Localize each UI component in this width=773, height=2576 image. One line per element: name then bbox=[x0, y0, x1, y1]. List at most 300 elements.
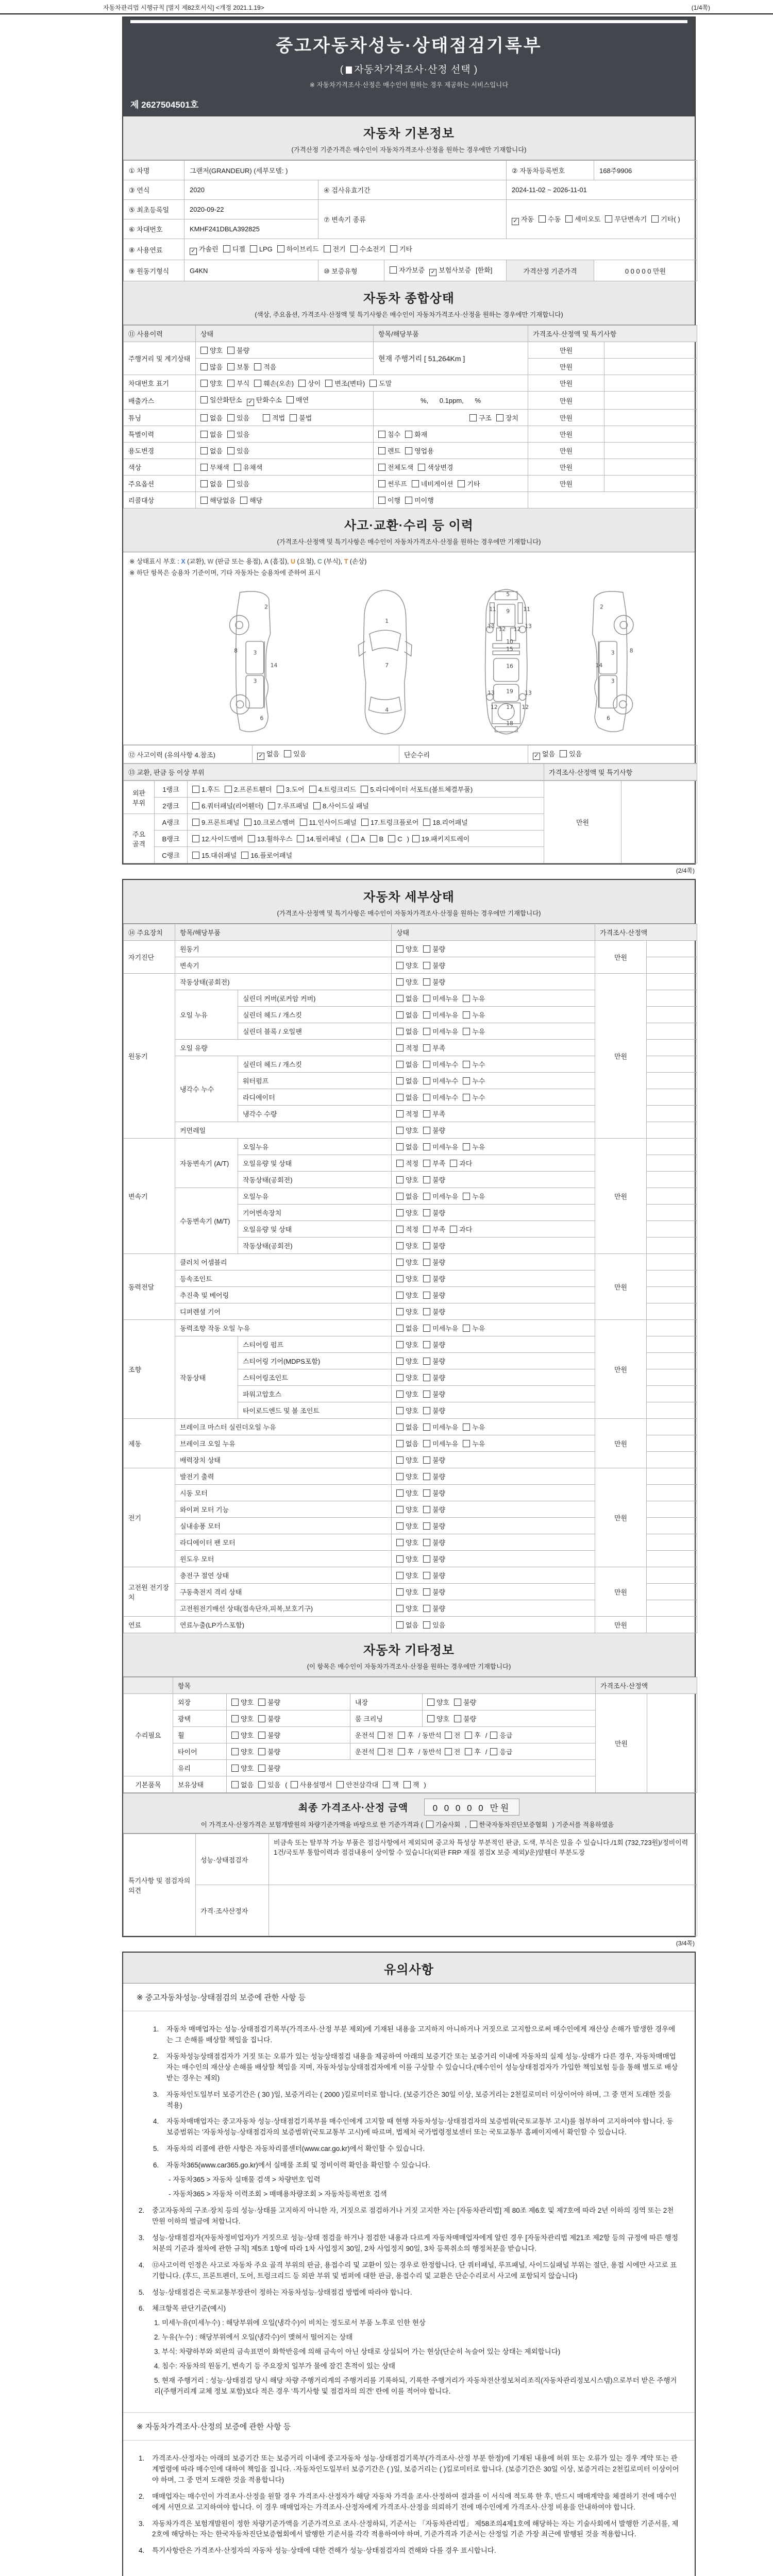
checkbox-icon[interactable] bbox=[396, 1506, 404, 1513]
checkbox-option[interactable] bbox=[254, 362, 276, 371]
checkbox-icon[interactable] bbox=[423, 1555, 430, 1563]
checkbox-icon[interactable] bbox=[423, 1391, 430, 1398]
checkbox-icon[interactable] bbox=[423, 1110, 430, 1117]
checkbox-icon[interactable] bbox=[396, 978, 404, 986]
checkbox-icon[interactable] bbox=[423, 1044, 430, 1052]
checkbox-icon[interactable] bbox=[463, 1094, 470, 1101]
checkbox-icon[interactable] bbox=[396, 1440, 404, 1447]
checkbox-option[interactable] bbox=[427, 1714, 449, 1723]
checkbox-icon[interactable] bbox=[192, 852, 199, 859]
checkbox-icon[interactable] bbox=[396, 945, 404, 953]
checkbox-option[interactable] bbox=[192, 834, 243, 843]
checkbox-option[interactable] bbox=[396, 944, 418, 954]
checkbox-option[interactable] bbox=[240, 495, 262, 505]
checkbox-option[interactable] bbox=[369, 378, 392, 388]
checkbox-option[interactable] bbox=[396, 1356, 418, 1366]
checkbox-icon[interactable] bbox=[390, 266, 397, 274]
checkbox-option[interactable] bbox=[423, 1175, 445, 1184]
checkbox-icon[interactable] bbox=[378, 480, 385, 487]
checkbox-option[interactable] bbox=[396, 1010, 418, 1020]
checkbox-option[interactable] bbox=[313, 801, 369, 810]
checkbox-option[interactable] bbox=[324, 244, 346, 253]
checkbox-icon[interactable] bbox=[423, 1292, 430, 1299]
checkbox-icon[interactable] bbox=[396, 1588, 404, 1596]
checkbox-option[interactable] bbox=[396, 1043, 418, 1053]
checkbox-option[interactable] bbox=[423, 960, 445, 970]
checkbox-icon[interactable] bbox=[241, 852, 248, 859]
checkbox-option[interactable] bbox=[396, 1109, 418, 1118]
checkbox-option[interactable] bbox=[496, 413, 518, 422]
checkbox-option[interactable] bbox=[423, 1356, 445, 1366]
checkbox-option[interactable] bbox=[463, 1142, 485, 1151]
checkbox-icon[interactable] bbox=[396, 1044, 404, 1052]
checkbox-option[interactable] bbox=[231, 1697, 254, 1707]
checkbox-option[interactable] bbox=[423, 944, 445, 954]
checkbox-option[interactable] bbox=[423, 1488, 445, 1498]
checkbox-icon[interactable] bbox=[284, 750, 291, 757]
checkbox-option[interactable] bbox=[396, 1537, 418, 1547]
checkbox-option[interactable] bbox=[463, 1438, 485, 1448]
checkbox-icon[interactable] bbox=[396, 1407, 404, 1414]
checkbox-option[interactable] bbox=[337, 1780, 378, 1789]
checkbox-option[interactable] bbox=[463, 993, 485, 1003]
checkbox-option[interactable] bbox=[605, 214, 647, 224]
checkbox-option[interactable] bbox=[423, 1554, 445, 1564]
checkbox-icon[interactable] bbox=[231, 1748, 239, 1755]
checkbox-icon[interactable] bbox=[325, 380, 332, 387]
checkbox-icon[interactable] bbox=[423, 978, 430, 986]
checkbox-option[interactable] bbox=[463, 1010, 485, 1020]
checkbox-option[interactable] bbox=[225, 784, 272, 794]
checkbox-icon[interactable] bbox=[396, 995, 404, 1002]
checkbox-icon[interactable] bbox=[396, 1391, 404, 1398]
checkbox-icon[interactable] bbox=[423, 1275, 430, 1282]
checkbox-option[interactable] bbox=[427, 1697, 449, 1707]
checkbox-option[interactable] bbox=[423, 1158, 445, 1168]
checkbox-icon[interactable] bbox=[231, 1699, 239, 1706]
checkbox-icon[interactable] bbox=[200, 380, 208, 387]
checkbox-option[interactable] bbox=[263, 413, 285, 422]
checkbox-icon[interactable] bbox=[396, 1160, 404, 1167]
checkbox-option[interactable] bbox=[450, 1158, 472, 1168]
checkbox-option[interactable] bbox=[291, 1780, 332, 1789]
checkbox-option[interactable] bbox=[227, 479, 249, 488]
checkbox-icon[interactable] bbox=[254, 363, 261, 370]
checkbox-option[interactable] bbox=[234, 462, 263, 472]
checkbox-icon[interactable] bbox=[423, 1358, 430, 1365]
checkbox-option[interactable] bbox=[325, 378, 365, 388]
checkbox-icon[interactable] bbox=[244, 819, 251, 826]
checkbox-icon[interactable] bbox=[396, 1193, 404, 1200]
checkbox-option[interactable] bbox=[423, 1307, 445, 1316]
checkbox-option[interactable] bbox=[423, 993, 458, 1003]
checkbox-icon[interactable] bbox=[297, 835, 304, 842]
checkbox-icon[interactable] bbox=[463, 1077, 470, 1084]
checkbox-option[interactable] bbox=[223, 244, 245, 253]
checkbox-option[interactable] bbox=[398, 1730, 414, 1740]
checkbox-option[interactable] bbox=[463, 1323, 485, 1333]
checkbox-option[interactable] bbox=[192, 850, 237, 860]
checkbox-option[interactable] bbox=[423, 1290, 445, 1300]
checkbox-option[interactable] bbox=[231, 1714, 254, 1723]
checkbox-icon[interactable] bbox=[565, 215, 573, 223]
checkbox-option[interactable] bbox=[200, 345, 223, 355]
checkbox-icon[interactable]: ✓ bbox=[190, 248, 197, 255]
checkbox-icon[interactable] bbox=[450, 1160, 457, 1167]
checkbox-option[interactable] bbox=[192, 784, 220, 794]
checkbox-icon[interactable] bbox=[227, 414, 234, 421]
checkbox-option[interactable] bbox=[290, 413, 312, 422]
checkbox-option[interactable] bbox=[200, 446, 223, 455]
checkbox-option[interactable] bbox=[258, 1780, 280, 1789]
checkbox-icon[interactable] bbox=[258, 1715, 265, 1722]
checkbox-icon[interactable] bbox=[396, 1456, 404, 1464]
checkbox-icon[interactable] bbox=[324, 245, 331, 252]
checkbox-icon[interactable] bbox=[423, 1473, 430, 1480]
checkbox-icon[interactable] bbox=[423, 1325, 430, 1332]
checkbox-icon[interactable] bbox=[396, 1358, 404, 1365]
checkbox-icon[interactable] bbox=[227, 363, 234, 370]
checkbox-icon[interactable] bbox=[192, 835, 199, 842]
checkbox-icon[interactable] bbox=[396, 1077, 404, 1084]
checkbox-icon[interactable] bbox=[396, 1226, 404, 1233]
checkbox-icon[interactable] bbox=[351, 835, 359, 842]
checkbox-option[interactable] bbox=[370, 835, 384, 843]
checkbox-icon[interactable] bbox=[396, 1061, 404, 1068]
checkbox-option[interactable] bbox=[258, 1714, 280, 1723]
checkbox-option[interactable] bbox=[423, 1504, 445, 1514]
checkbox-option[interactable] bbox=[297, 834, 341, 843]
checkbox-option[interactable] bbox=[463, 1076, 485, 1086]
checkbox-option[interactable] bbox=[396, 1026, 418, 1036]
checkbox-icon[interactable] bbox=[290, 414, 297, 421]
checkbox-icon[interactable] bbox=[396, 1094, 404, 1101]
checkbox-icon[interactable] bbox=[263, 414, 270, 421]
checkbox-icon[interactable] bbox=[423, 1127, 430, 1134]
checkbox-icon[interactable] bbox=[254, 380, 261, 387]
checkbox-option[interactable] bbox=[423, 1092, 458, 1102]
checkbox-icon[interactable] bbox=[445, 1748, 452, 1755]
checkbox-option[interactable] bbox=[465, 1747, 481, 1756]
checkbox-option[interactable] bbox=[396, 1372, 418, 1382]
checkbox-icon[interactable] bbox=[277, 245, 284, 252]
checkbox-icon[interactable] bbox=[496, 414, 503, 421]
checkbox-icon[interactable] bbox=[463, 1143, 470, 1150]
checkbox-option[interactable] bbox=[396, 1224, 418, 1234]
checkbox-option[interactable] bbox=[396, 1422, 418, 1432]
checkbox-icon[interactable] bbox=[463, 1423, 470, 1431]
checkbox-icon[interactable] bbox=[423, 1011, 430, 1019]
checkbox-option[interactable] bbox=[423, 1010, 458, 1020]
checkbox-option[interactable] bbox=[396, 1257, 418, 1267]
checkbox-option[interactable] bbox=[423, 1521, 445, 1531]
checkbox-icon[interactable] bbox=[405, 431, 412, 438]
checkbox-option[interactable] bbox=[396, 977, 418, 987]
checkbox-icon[interactable] bbox=[427, 1715, 434, 1722]
checkbox-option[interactable] bbox=[227, 362, 249, 371]
checkbox-option[interactable] bbox=[423, 1043, 445, 1053]
checkbox-option[interactable] bbox=[423, 1372, 445, 1382]
checkbox-icon[interactable] bbox=[258, 1765, 265, 1772]
checkbox-option[interactable] bbox=[423, 1422, 458, 1432]
checkbox-icon[interactable] bbox=[227, 347, 234, 354]
checkbox-option[interactable] bbox=[277, 784, 305, 794]
checkbox-icon[interactable] bbox=[463, 995, 470, 1002]
checkbox-option[interactable] bbox=[388, 835, 402, 843]
checkbox-icon[interactable]: ✓ bbox=[512, 218, 519, 225]
checkbox-option[interactable] bbox=[396, 1059, 418, 1069]
checkbox-option[interactable] bbox=[396, 1208, 418, 1217]
checkbox-option[interactable] bbox=[227, 446, 249, 455]
checkbox-icon[interactable] bbox=[396, 1341, 404, 1348]
checkbox-option[interactable] bbox=[396, 993, 418, 1003]
checkbox-option[interactable] bbox=[539, 214, 561, 224]
checkbox-icon[interactable] bbox=[200, 464, 208, 471]
checkbox-option[interactable] bbox=[350, 244, 385, 253]
checkbox-option[interactable] bbox=[398, 1747, 414, 1756]
checkbox-icon[interactable] bbox=[240, 497, 247, 504]
checkbox-icon[interactable] bbox=[423, 1193, 430, 1200]
checkbox-icon[interactable] bbox=[412, 480, 419, 487]
checkbox-icon[interactable] bbox=[445, 1732, 452, 1739]
checkbox-option[interactable] bbox=[361, 817, 418, 827]
checkbox-option[interactable] bbox=[396, 1191, 418, 1201]
checkbox-icon[interactable] bbox=[378, 464, 385, 471]
checkbox-option[interactable] bbox=[454, 1697, 476, 1707]
checkbox-icon[interactable] bbox=[396, 1473, 404, 1480]
checkbox-icon[interactable] bbox=[227, 480, 234, 487]
checkbox-icon[interactable]: ✓ bbox=[429, 269, 436, 276]
checkbox-option[interactable] bbox=[258, 1763, 280, 1773]
checkbox-icon[interactable] bbox=[450, 1226, 457, 1233]
checkbox-option[interactable] bbox=[450, 1224, 472, 1234]
checkbox-option[interactable] bbox=[412, 834, 469, 843]
checkbox-icon[interactable] bbox=[378, 431, 385, 438]
checkbox-option[interactable] bbox=[396, 1158, 418, 1168]
checkbox-option[interactable] bbox=[254, 378, 294, 388]
checkbox-option[interactable] bbox=[423, 1026, 458, 1036]
checkbox-option[interactable] bbox=[250, 245, 273, 253]
checkbox-option[interactable] bbox=[396, 1175, 418, 1184]
checkbox-option[interactable] bbox=[412, 479, 453, 488]
checkbox-icon[interactable] bbox=[192, 802, 199, 809]
checkbox-icon[interactable] bbox=[469, 414, 477, 421]
checkbox-icon[interactable] bbox=[378, 1732, 385, 1739]
checkbox-icon[interactable] bbox=[458, 480, 465, 487]
checkbox-option[interactable] bbox=[463, 1092, 485, 1102]
checkbox-icon[interactable] bbox=[463, 1028, 470, 1035]
checkbox-icon[interactable] bbox=[423, 1242, 430, 1249]
checkbox-icon[interactable] bbox=[277, 786, 284, 793]
checkbox-icon[interactable] bbox=[463, 1440, 470, 1447]
checkbox-option[interactable] bbox=[378, 446, 400, 455]
checkbox-option[interactable] bbox=[423, 817, 467, 827]
checkbox-option[interactable] bbox=[361, 784, 473, 794]
checkbox-option[interactable] bbox=[423, 977, 445, 987]
checkbox-icon[interactable] bbox=[396, 1423, 404, 1431]
checkbox-option[interactable] bbox=[454, 1714, 476, 1723]
checkbox-icon[interactable] bbox=[398, 1748, 405, 1755]
checkbox-icon[interactable] bbox=[369, 380, 377, 387]
checkbox-option[interactable] bbox=[423, 1224, 445, 1234]
checkbox-icon[interactable] bbox=[412, 835, 419, 842]
checkbox-option[interactable] bbox=[396, 1620, 418, 1630]
checkbox-icon[interactable] bbox=[423, 1374, 430, 1381]
checkbox-option[interactable] bbox=[241, 850, 292, 860]
checkbox-icon[interactable] bbox=[463, 1193, 470, 1200]
checkbox-option[interactable] bbox=[423, 1109, 445, 1118]
checkbox-option[interactable] bbox=[396, 960, 418, 970]
checkbox-icon[interactable] bbox=[490, 1748, 497, 1755]
checkbox-option[interactable] bbox=[463, 1422, 485, 1432]
checkbox-option[interactable] bbox=[396, 1340, 418, 1349]
checkbox-icon[interactable] bbox=[427, 1699, 434, 1706]
checkbox-icon[interactable] bbox=[268, 802, 275, 809]
checkbox-icon[interactable] bbox=[465, 1748, 472, 1755]
checkbox-icon[interactable] bbox=[383, 1781, 390, 1788]
checkbox-option[interactable] bbox=[396, 1323, 418, 1333]
checkbox-icon[interactable] bbox=[423, 945, 430, 953]
checkbox-icon[interactable] bbox=[378, 1748, 385, 1755]
checkbox-option[interactable] bbox=[490, 1747, 512, 1756]
checkbox-option[interactable] bbox=[277, 244, 319, 253]
checkbox-icon[interactable] bbox=[423, 1539, 430, 1546]
checkbox-icon[interactable] bbox=[361, 786, 368, 793]
checkbox-option[interactable] bbox=[227, 345, 249, 355]
checkbox-option[interactable] bbox=[258, 1730, 280, 1740]
checkbox-option[interactable] bbox=[396, 1438, 418, 1448]
checkbox-icon[interactable] bbox=[223, 245, 230, 252]
checkbox-icon[interactable] bbox=[405, 497, 412, 504]
checkbox-icon[interactable] bbox=[423, 1572, 430, 1579]
checkbox-icon[interactable] bbox=[396, 1325, 404, 1332]
checkbox-icon[interactable] bbox=[423, 1077, 430, 1084]
checkbox-icon[interactable] bbox=[291, 1781, 298, 1788]
checkbox-icon[interactable] bbox=[404, 1781, 411, 1788]
checkbox-option[interactable] bbox=[190, 244, 219, 255]
checkbox-option[interactable] bbox=[396, 1241, 418, 1250]
checkbox-icon[interactable] bbox=[388, 835, 395, 842]
checkbox-icon[interactable] bbox=[258, 1781, 265, 1788]
checkbox-option[interactable] bbox=[231, 1780, 254, 1789]
checkbox-option[interactable] bbox=[463, 1191, 485, 1201]
checkbox-option[interactable] bbox=[383, 1780, 399, 1789]
checkbox-icon[interactable] bbox=[396, 1143, 404, 1150]
checkbox-option[interactable] bbox=[423, 1587, 445, 1597]
checkbox-option[interactable] bbox=[378, 1747, 394, 1756]
checkbox-icon[interactable] bbox=[418, 464, 425, 471]
checkbox-icon[interactable] bbox=[227, 447, 234, 454]
checkbox-option[interactable] bbox=[405, 446, 434, 455]
checkbox-option[interactable] bbox=[231, 1730, 254, 1740]
checkbox-option[interactable] bbox=[423, 1537, 445, 1547]
checkbox-option[interactable] bbox=[396, 1587, 418, 1597]
checkbox-option[interactable] bbox=[423, 1438, 458, 1448]
checkbox-icon[interactable] bbox=[463, 1011, 470, 1019]
checkbox-icon[interactable] bbox=[396, 1489, 404, 1497]
checkbox-icon[interactable] bbox=[454, 1715, 461, 1722]
checkbox-icon[interactable] bbox=[405, 447, 412, 454]
checkbox-icon[interactable] bbox=[396, 1242, 404, 1249]
checkbox-icon[interactable] bbox=[605, 215, 612, 223]
checkbox-option[interactable] bbox=[396, 1389, 418, 1399]
checkbox-option[interactable] bbox=[200, 413, 223, 422]
checkbox-icon[interactable] bbox=[396, 1275, 404, 1282]
checkbox-icon[interactable] bbox=[396, 1605, 404, 1612]
checkbox-icon[interactable] bbox=[396, 1572, 404, 1579]
checkbox-icon[interactable] bbox=[313, 802, 321, 809]
checkbox-icon[interactable] bbox=[396, 962, 404, 969]
checkbox-option[interactable] bbox=[378, 1730, 394, 1740]
checkbox-icon[interactable] bbox=[370, 835, 377, 842]
checkbox-icon[interactable] bbox=[396, 1292, 404, 1299]
checkbox-option[interactable] bbox=[463, 1026, 485, 1036]
checkbox-option[interactable] bbox=[200, 362, 223, 371]
checkbox-icon[interactable] bbox=[350, 245, 358, 252]
checkbox-option[interactable] bbox=[284, 749, 306, 758]
checkbox-icon[interactable] bbox=[396, 1522, 404, 1530]
checkbox-icon[interactable] bbox=[423, 1456, 430, 1464]
checkbox-option[interactable] bbox=[396, 1488, 418, 1498]
checkbox-icon[interactable] bbox=[539, 215, 546, 223]
checkbox-option[interactable] bbox=[378, 495, 400, 505]
checkbox-option[interactable] bbox=[396, 1125, 418, 1135]
checkbox-option[interactable] bbox=[426, 1820, 460, 1829]
checkbox-icon[interactable] bbox=[423, 1226, 430, 1233]
checkbox-option[interactable] bbox=[396, 1290, 418, 1300]
checkbox-icon[interactable] bbox=[423, 962, 430, 969]
checkbox-option[interactable] bbox=[396, 1092, 418, 1102]
checkbox-icon[interactable] bbox=[423, 1341, 430, 1348]
checkbox-icon[interactable] bbox=[234, 464, 241, 471]
checkbox-option[interactable] bbox=[396, 1455, 418, 1465]
checkbox-option[interactable] bbox=[231, 1747, 254, 1756]
checkbox-icon[interactable] bbox=[390, 245, 397, 252]
checkbox-icon[interactable] bbox=[361, 819, 368, 826]
checkbox-icon[interactable] bbox=[396, 1209, 404, 1216]
checkbox-icon[interactable] bbox=[298, 380, 306, 387]
checkbox-icon[interactable] bbox=[396, 1621, 404, 1629]
checkbox-icon[interactable] bbox=[192, 786, 199, 793]
checkbox-option[interactable] bbox=[423, 1274, 445, 1283]
checkbox-option[interactable] bbox=[396, 1504, 418, 1514]
checkbox-option[interactable] bbox=[423, 1570, 445, 1580]
checkbox-option[interactable] bbox=[378, 479, 407, 488]
checkbox-icon[interactable] bbox=[423, 995, 430, 1002]
checkbox-option[interactable] bbox=[268, 801, 309, 810]
checkbox-option[interactable] bbox=[287, 395, 309, 404]
checkbox-option[interactable] bbox=[200, 395, 242, 404]
checkbox-option[interactable] bbox=[390, 265, 425, 275]
checkbox-icon[interactable] bbox=[200, 431, 208, 438]
checkbox-icon[interactable] bbox=[396, 1176, 404, 1183]
checkbox-option[interactable] bbox=[423, 1241, 445, 1250]
checkbox-icon[interactable] bbox=[396, 1028, 404, 1035]
checkbox-icon[interactable] bbox=[396, 1259, 404, 1266]
checkbox-icon[interactable] bbox=[231, 1765, 239, 1772]
checkbox-icon[interactable] bbox=[396, 1555, 404, 1563]
checkbox-option[interactable] bbox=[512, 214, 534, 225]
checkbox-icon[interactable] bbox=[426, 1821, 433, 1828]
checkbox-option[interactable] bbox=[445, 1747, 461, 1756]
checkbox-option[interactable] bbox=[423, 1208, 445, 1217]
checkbox-icon[interactable] bbox=[423, 1489, 430, 1497]
checkbox-option[interactable] bbox=[200, 378, 223, 388]
checkbox-option[interactable] bbox=[309, 784, 357, 794]
checkbox-icon[interactable] bbox=[490, 1732, 497, 1739]
checkbox-option[interactable] bbox=[490, 1730, 512, 1740]
checkbox-icon[interactable] bbox=[423, 1209, 430, 1216]
